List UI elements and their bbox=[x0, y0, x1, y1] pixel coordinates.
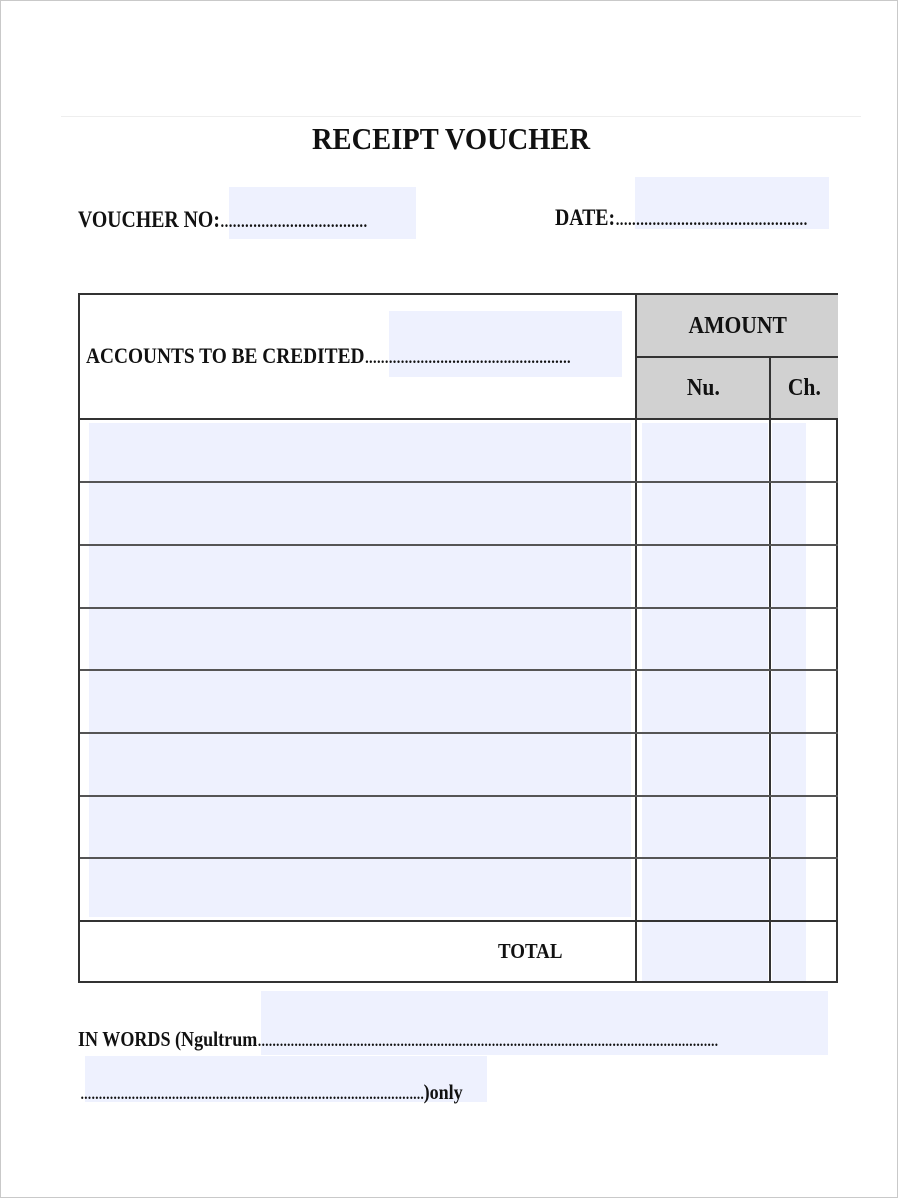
date-label-text: DATE: bbox=[555, 205, 616, 230]
amount-subheader-line bbox=[637, 356, 838, 358]
row-line-3 bbox=[80, 607, 838, 609]
accounts-table bbox=[78, 293, 838, 983]
date-dots: ............................................... bbox=[615, 205, 808, 230]
row-line-4 bbox=[80, 669, 838, 671]
page-title: RECEIPT VOUCHER bbox=[311, 121, 591, 156]
row-line-1 bbox=[80, 481, 838, 483]
voucher-no-label bbox=[78, 207, 367, 233]
in-words-line1 bbox=[78, 1027, 718, 1052]
ch-header-text: Ch. bbox=[787, 375, 821, 401]
accounts-dots: .................................................... bbox=[364, 343, 571, 368]
in-words-line2 bbox=[80, 1080, 463, 1105]
in-words-suffix: )only bbox=[423, 1080, 463, 1104]
amount-header bbox=[637, 295, 838, 357]
total-row-line bbox=[80, 920, 838, 922]
voucher-no-label-text: VOUCHER NO: bbox=[78, 207, 220, 232]
accounts-label bbox=[86, 343, 570, 369]
column-divider-main bbox=[635, 295, 637, 981]
in-words-label: IN WORDS (Ngultrum bbox=[78, 1027, 258, 1051]
row-line-7 bbox=[80, 857, 838, 859]
ch-column-fill[interactable] bbox=[772, 423, 806, 981]
accounts-label-text: ACCOUNTS TO BE CREDITED bbox=[86, 343, 365, 368]
date-label bbox=[555, 205, 807, 231]
amount-header-text: AMOUNT bbox=[688, 313, 787, 339]
header-bottom-line bbox=[80, 418, 838, 420]
in-words-dots-line2: .............................................................................................. bbox=[80, 1080, 424, 1104]
nu-header bbox=[637, 357, 770, 419]
top-divider bbox=[61, 116, 861, 117]
voucher-no-dots: .................................... bbox=[219, 207, 367, 232]
total-label: TOTAL bbox=[498, 939, 563, 963]
nu-column-fill[interactable] bbox=[642, 423, 768, 981]
row-line-6 bbox=[80, 795, 838, 797]
nu-header-text: Nu. bbox=[686, 375, 721, 401]
in-words-dots-line1: .............................................................................................................................. bbox=[257, 1027, 718, 1051]
ch-header bbox=[770, 357, 838, 419]
row-line-5 bbox=[80, 732, 838, 734]
row-line-2 bbox=[80, 544, 838, 546]
